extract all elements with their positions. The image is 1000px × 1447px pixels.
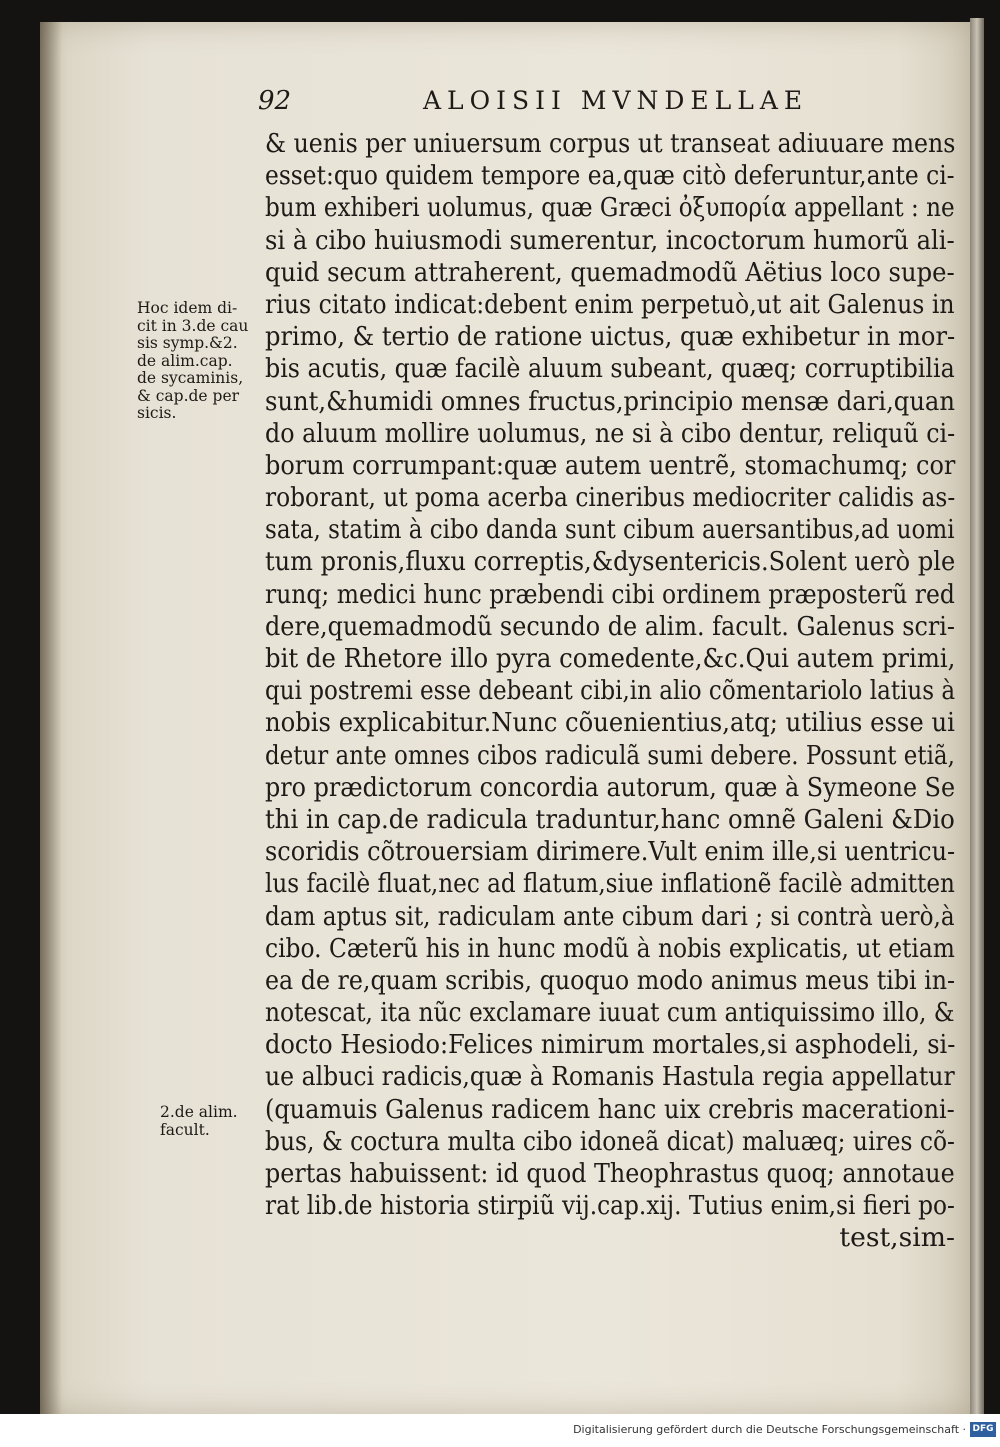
marginal-note-line: facult.	[160, 1120, 210, 1139]
text-line: borum corrumpant:quæ autem uentrẽ, stomachumq; cor	[265, 449, 956, 481]
text-line: dere,quemadmodũ secundo de alim. facult. Galenus scri-	[265, 610, 955, 642]
marginal-note-line: sicis.	[137, 404, 177, 422]
page-edge	[970, 18, 984, 1418]
marginal-note-line: de sycaminis,	[137, 369, 244, 387]
page-gutter-shadow	[40, 22, 62, 1414]
text-line: bus, & coctura multa cibo idoneã dicat) maluæq; uires cõ-	[265, 1125, 955, 1157]
text-line: bit de Rhetore illo pyra comedente,&c.Qui autem primi,	[265, 643, 956, 674]
text-line: bum exhiberi uolumus, quæ Græci ὀξυπορία appellant : ne	[265, 192, 955, 224]
text-line: cibo. Cæterũ his in hunc modũ à nobis explicatis, ut etiam	[265, 932, 955, 964]
text-line: roborant, ut poma acerba cineribus mediocriter calidis as-	[265, 482, 956, 514]
text-line: esset:quo quidem tempore ea,quæ citò deferuntur,ante ci-	[265, 160, 955, 192]
footer-bar	[0, 1414, 1000, 1447]
running-head: ALOISII MVNDELLAE	[423, 86, 809, 115]
dfg-logo: DFG	[970, 1422, 996, 1437]
text-line: notescat, ita nũc exclamare iuuat cum antiquissimo illo, &	[265, 997, 955, 1029]
text-line: pro prædictorum concordia autorum, quæ à Symeone Se	[265, 771, 956, 803]
marginal-note	[137, 300, 263, 423]
marginal-note-line: cit in 3.de cau	[137, 316, 249, 335]
text-line: qui postremi esse debeant cibi,in alio cõmentariolo latius à	[265, 675, 956, 707]
text-line: runq; medici hunc præbendi cibi ordinem præposterũ red	[265, 578, 955, 610]
text-line: detur ante omnes cibos radiculã sumi debere. Possunt etiã,	[265, 739, 955, 771]
text-line: nobis explicabitur.Nunc cõuenientius,atq; utilius esse ui	[265, 707, 955, 739]
text-line: sata, statim à cibo danda sunt cibum auersantibus,ad uomi	[265, 514, 955, 546]
text-line: scoridis cõtrouersiam dirimere.Vult enim ille,si uentricu-	[265, 836, 956, 868]
text-line: primo, & tertio de ratione uictus, quæ exhibetur in mor-	[265, 321, 956, 353]
funding-credit: Digitalisierung gefördert durch die Deutsche Forschungsgemeinschaft ·	[573, 1423, 966, 1436]
page-header	[258, 86, 958, 126]
text-line: rius citato indicat:debent enim perpetuò,ut ait Galenus in	[265, 288, 955, 320]
text-line: ue albuci radicis,quæ à Romanis Hastula regia appellatur	[265, 1061, 955, 1093]
text-line: do aluum mollire uolumus, ne si à cibo dentur, reliquũ ci-	[265, 417, 956, 449]
page-number: 92	[258, 86, 292, 116]
text-line: thi in cap.de radicula traduntur,hanc omnẽ Galeni &Dio	[265, 803, 955, 835]
text-line: si à cibo huiusmodi sumerentur, incoctorum humorũ ali-	[265, 224, 955, 256]
text-line: (quamuis Galenus radicem hanc uix crebris macerationi-	[265, 1093, 955, 1125]
text-line: pertas habuissent: id quod Theophrastus quoq; annotaue	[265, 1158, 955, 1189]
marginal-note-line: & cap.de per	[137, 386, 240, 405]
text-line: bis acutis, quæ facilè aluum subeant, quæq; corruptibilia	[265, 353, 955, 385]
text-line: sunt,&humidi omnes fructus,principio mensæ dari,quan	[265, 385, 955, 417]
marginal-note-line: 2.de alim.	[160, 1103, 238, 1121]
marginal-note-line: de alim.cap.	[137, 351, 233, 370]
text-line: tum pronis,fluxu correptis,&dysentericis.Solent uerò ple	[265, 546, 956, 578]
text-line: dam aptus sit, radiculam ante cibum dari ; si contrà uerò,à	[265, 900, 955, 932]
text-line: quid secum attraherent, quemadmodũ Aëtius loco supe-	[265, 256, 955, 288]
text-line: test,sim-	[839, 1222, 955, 1254]
body-text	[265, 128, 955, 1255]
marginal-note-line: sis symp.&2.	[137, 334, 238, 352]
text-line: & uenis per uniuersum corpus ut transeat adiuuare mens	[265, 128, 956, 159]
text-line: lus facilè fluat,nec ad flatum,siue inflationẽ facilè admitten	[265, 868, 955, 900]
text-line: rat lib.de historia stirpiũ vij.cap.xij. Tutius enim,si fieri po-	[265, 1190, 955, 1222]
text-line: docto Hesiodo:Felices nimirum mortales,si asphodeli, si-	[265, 1029, 956, 1061]
text-line: ea de re,quam scribis, quoquo modo animus meus tibi in-	[265, 964, 956, 996]
marginal-note-line: Hoc idem di-	[137, 299, 238, 317]
